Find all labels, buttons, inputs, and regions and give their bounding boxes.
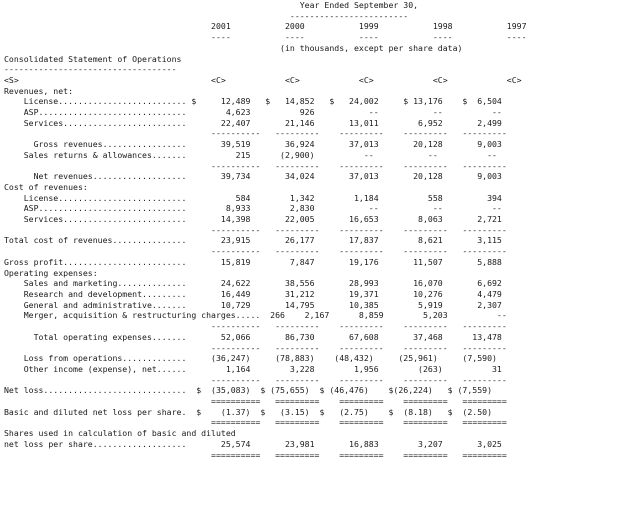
statement-line: 2001 2000 1999 1998 1997 <box>4 21 527 32</box>
statement-line: Total cost of revenues............... 23,915 26,177 17,837 8,621 3,115 <box>4 235 502 246</box>
statement-line: Consolidated Statement of Operations <box>4 53 182 64</box>
statement-line: General and administrative....... 10,729 14,795 10,385 5,919 2,307 <box>4 299 502 310</box>
statement-line: ---------- --------- --------- --------- --------- <box>4 224 507 235</box>
statement-line: ---------- --------- --------- --------- --------- <box>4 374 507 385</box>
statement-line: Services......................... 22,407 21,146 13,011 6,952 2,499 <box>4 117 502 128</box>
statement-line: ========== ========= ========= ========= ========= <box>4 417 507 428</box>
statement-line: Services......................... 14,398 22,005 16,653 8,063 2,721 <box>4 214 502 225</box>
statement-line: License.......................... $ 12,489 $ 14,852 $ 24,002 $ 13,176 $ 6,504 <box>4 96 502 107</box>
statement-line: Revenues, net: <box>4 85 74 96</box>
statement-line: Sales and marketing.............. 24,622 38,556 28,993 16,070 6,692 <box>4 278 502 289</box>
statement-line: Other income (expense), net...... 1,164 3,228 1,956 (263) 31 <box>4 363 502 374</box>
statement-line: ---------- --------- --------- --------- --------- <box>4 342 507 353</box>
statement-line: Net loss............................. $ (35,083) $ (75,655) $ (46,476) $(26,224) $ (7,559) <box>4 385 492 396</box>
statement-line: ---------- --------- --------- --------- --------- <box>4 321 507 332</box>
statement-line: ---- ---- ---- ---- ---- <box>4 32 527 43</box>
statement-line: ----------------------------------- <box>4 64 177 75</box>
statement-line: Year Ended September 30, <box>4 0 419 10</box>
statement-line: License.......................... 584 1,342 1,184 558 394 <box>4 192 502 203</box>
statement-line: ---------- --------- --------- --------- --------- <box>4 246 507 257</box>
statement-line: <S> <C> <C> <C> <C> <C> <box>4 74 522 85</box>
statement-line: (in thousands, except per share data) <box>4 42 463 53</box>
statement-line: Operating expenses: <box>4 267 98 278</box>
statement-line: Shares used in calculation of basic and diluted <box>4 428 236 439</box>
statement-line: Cost of revenues: <box>4 181 88 192</box>
statement-line: ---------- --------- --------- --------- --------- <box>4 128 507 139</box>
statement-line: Basic and diluted net loss per share. $ (1.37) $ (3.15) $ (2.75) $ (8.18) $ (2.50) <box>4 406 492 417</box>
statement-line: ========== ========= ========= ========= ========= <box>4 449 507 460</box>
statement-line: Total operating expenses....... 52,066 86,730 67,608 37,468 13,478 <box>4 331 502 342</box>
statement-line: Gross profit......................... 15,819 7,847 19,176 11,507 5,888 <box>4 256 502 267</box>
statement-line: ASP.............................. 8,933 2,830 -- -- -- <box>4 203 502 214</box>
statement-line: Sales returns & allowances....... 215 (2,900) -- -- -- <box>4 149 497 160</box>
statement-line: net loss per share................... 25,574 23,981 16,883 3,207 3,025 <box>4 438 502 449</box>
statement-line: ========== ========= ========= ========= ========= <box>4 396 507 407</box>
statement-line: ---------- --------- --------- --------- --------- <box>4 160 507 171</box>
statement-line: Loss from operations............. (36,247) (78,883) (48,432) (25,961) (7,590) <box>4 353 497 364</box>
statement-line: ------------------------ <box>4 10 409 21</box>
financial-statement-text <box>4 0 527 460</box>
statement-line: Gross revenues................. 39,519 36,924 37,013 20,128 9,003 <box>4 139 502 150</box>
statement-line: Research and development......... 16,449 31,212 19,371 10,276 4,479 <box>4 288 502 299</box>
statement-line: Merger, acquisition & restructuring charges..... 266 2,167 8,859 5,203 -- <box>4 310 507 321</box>
statement-line: ASP.............................. 4,623 926 -- -- -- <box>4 107 502 118</box>
statement-line: Net revenues................... 39,734 34,024 37,013 20,128 9,003 <box>4 171 502 182</box>
